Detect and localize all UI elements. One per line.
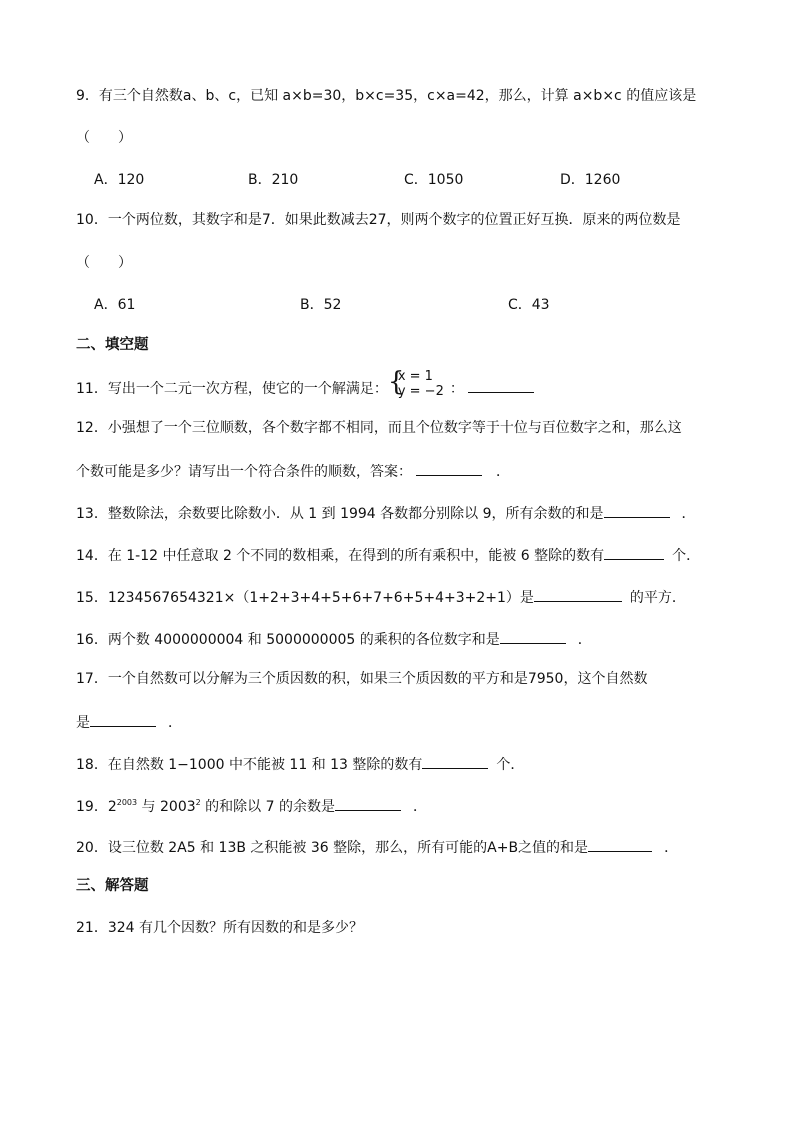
question-10-answer-paren: （ ） — [76, 255, 132, 271]
question-12-line-1: 12．小强想了一个三位顺数，各个数字都不相同，而且个位数字等于十位与百位数字之和，那么这 — [76, 420, 682, 436]
question-15-text: 15．1234567654321×（1+2+3+4+5+6+7+6+5+4+3+2+1）是 — [76, 590, 534, 606]
question-9-option-c: C．1050 — [404, 172, 464, 188]
question-14 — [76, 544, 700, 564]
question-13-end: ． — [681, 506, 696, 522]
question-10-text: 10．一个两位数，其数字和是7．如果此数减去27，则两个数字的位置正好互换．原来的两位数是 — [76, 212, 681, 228]
question-16-text: 16．两个数 4000000004 和 5000000005 的乘积的各位数字和是 — [76, 632, 500, 648]
question-11 — [76, 367, 534, 399]
exponent-2003: 2003 — [116, 798, 138, 807]
equation-y: y = −2 — [397, 384, 444, 399]
question-20-end: ． — [664, 840, 679, 856]
question-9-answer-paren: （ ） — [76, 130, 132, 146]
question-18 — [76, 753, 524, 773]
question-13 — [76, 502, 696, 522]
question-13-text: 13．整数除法，余数要比除数小．从 1 到 1994 各数都分别除以 9，所有余数的和是 — [76, 506, 604, 522]
question-9-option-a: A．120 — [94, 172, 145, 188]
question-19-number: 19． — [76, 799, 108, 815]
question-12-end: ． — [496, 464, 510, 480]
question-20 — [76, 836, 678, 856]
question-19-end: ． — [413, 799, 427, 815]
question-11-text: 11．写出一个二元一次方程，使它的一个解满足： — [76, 381, 388, 397]
question-10-option-a: A．61 — [94, 297, 136, 313]
question-9-option-d: D．1260 — [560, 172, 621, 188]
equation-x: x = 1 — [397, 369, 433, 384]
equation-system — [387, 367, 450, 401]
question-17-end: ． — [168, 715, 182, 731]
answer-blank-15[interactable] — [534, 586, 622, 602]
question-14-text: 14．在 1-12 中任意取 2 个不同的数相乘，在得到的所有乘积中，能被 6 整除的数有 — [76, 548, 605, 564]
question-12-line-2 — [76, 460, 510, 480]
brace-icon: { — [387, 367, 405, 397]
question-15-end: 的平方． — [629, 590, 686, 606]
section-heading-fill-in: 二、填空题 — [76, 337, 149, 353]
question-19-text: 的和除以 7 的余数是 — [200, 799, 335, 815]
question-18-text: 18．在自然数 1−1000 中不能被 11 和 13 整除的数有 — [76, 757, 423, 773]
question-16 — [76, 628, 592, 648]
answer-blank-19[interactable] — [335, 795, 401, 811]
question-14-end: 个． — [672, 548, 701, 564]
section-heading-solutions: 三、解答题 — [76, 878, 149, 894]
answer-blank-13[interactable] — [604, 502, 670, 518]
exponent-2: 2 — [195, 798, 201, 807]
question-16-end: ． — [577, 632, 592, 648]
question-18-end: 个． — [496, 757, 525, 773]
power-base-2: 2 — [107, 799, 117, 815]
question-12-text: 个数可能是多少？请写出一个符合条件的顺数，答案： — [76, 464, 412, 480]
question-11-colon: ： — [449, 381, 464, 397]
question-9-text: 9．有三个自然数a、b、c，已知 a×b=30，b×c=35，c×a=42，那么，计算 a×b×c 的值应该是 — [76, 88, 697, 104]
question-21-text: 21．324 有几个因数？所有因数的和是多少？ — [76, 920, 363, 936]
question-20-text: 20．设三位数 2A5 和 13B 之积能被 36 整除，那么，所有可能的A+B之值的和是 — [76, 840, 589, 856]
question-9-option-b: B．210 — [248, 172, 299, 188]
answer-blank-12[interactable] — [416, 460, 482, 476]
question-17-line-1: 17．一个自然数可以分解为三个质因数的积，如果三个质因数的平方和是7950，这个自然数 — [76, 671, 648, 687]
answer-blank-14[interactable] — [604, 544, 664, 560]
answer-blank-11[interactable] — [468, 377, 534, 393]
answer-blank-17[interactable] — [90, 711, 156, 727]
answer-blank-18[interactable] — [422, 753, 488, 769]
question-19 — [76, 795, 427, 815]
answer-blank-16[interactable] — [500, 628, 566, 644]
question-10-option-c: C．43 — [508, 297, 550, 313]
answer-blank-20[interactable] — [588, 836, 652, 852]
question-15 — [76, 586, 686, 606]
question-10-option-b: B．52 — [300, 297, 342, 313]
question-19-mid: 与 2003 — [137, 799, 196, 815]
question-17-line-2 — [76, 711, 182, 731]
question-17-text: 是 — [76, 715, 90, 731]
